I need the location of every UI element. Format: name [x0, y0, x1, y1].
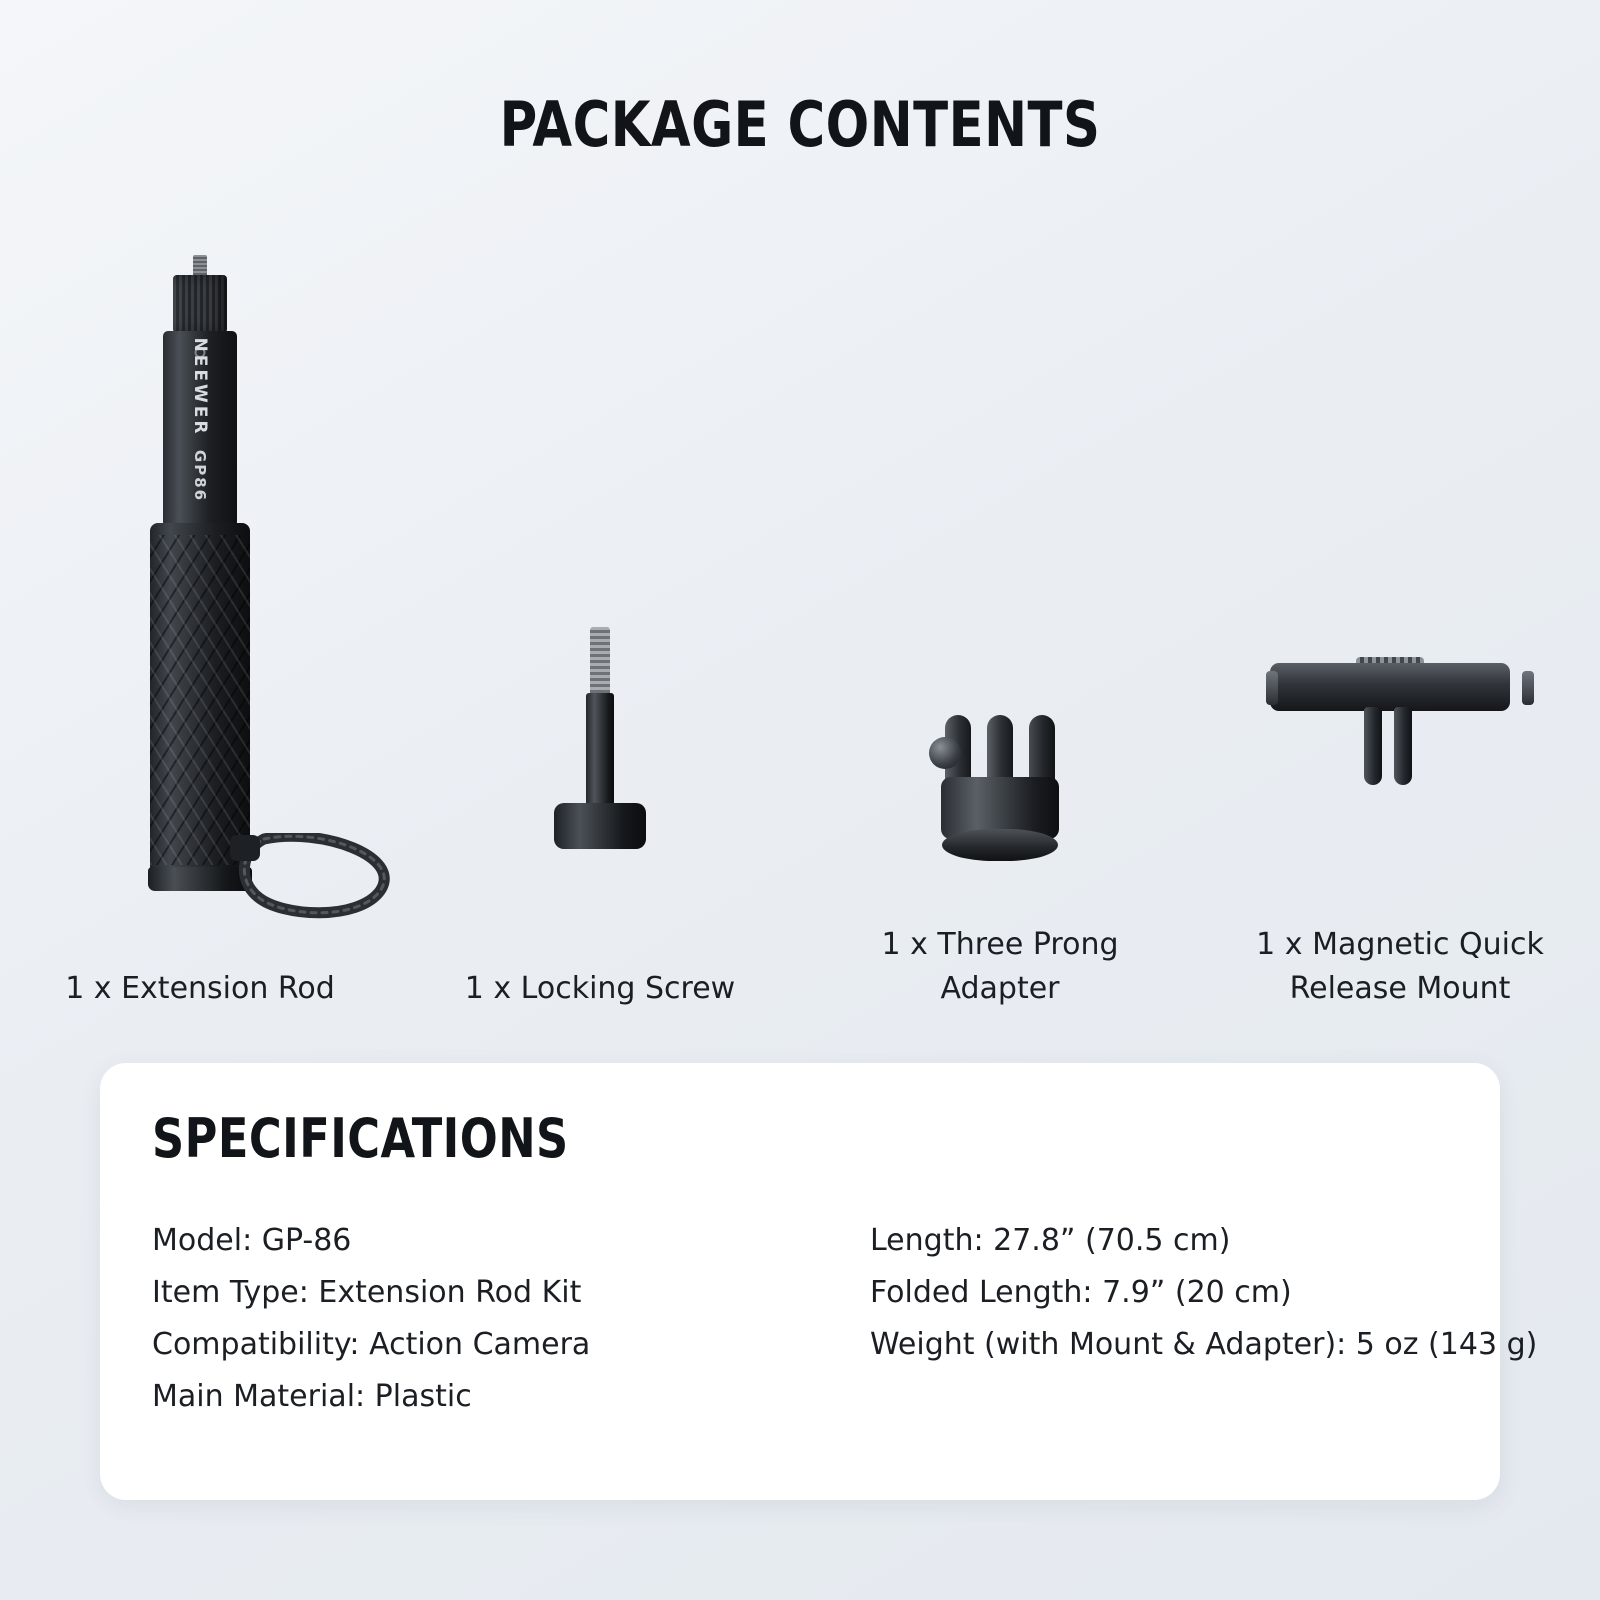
rod-thread-tip-icon [193, 255, 207, 277]
extension-rod-image [0, 245, 400, 945]
prong-thumbscrew-icon [929, 737, 961, 769]
specifications-right-column [802, 1215, 1538, 1423]
screw-shaft [586, 693, 614, 811]
rod-knurled-collar-icon [173, 275, 227, 333]
product-caption: 1 x Three Prong Adapter [881, 927, 1119, 1006]
mount-left-lip [1266, 671, 1278, 705]
spec-item: Length: 27.8” (70.5 cm) [870, 1223, 1231, 1258]
product-locking-screw [400, 180, 800, 1010]
product-extension-rod [0, 180, 400, 1010]
page-title: PACKAGE CONTENTS [499, 88, 1101, 161]
screw-thread-icon [590, 627, 610, 697]
spec-item: Compatibility: Action Camera [152, 1327, 591, 1362]
prong-base [942, 829, 1058, 861]
spec-item: Model: GP-86 [152, 1223, 352, 1258]
locking-screw-image [400, 245, 800, 945]
mount-leg [1364, 707, 1382, 785]
three-prong-adapter-image [800, 201, 1200, 901]
wrist-strap-icon [204, 833, 414, 923]
spec-item: Weight (with Mount & Adapter): 5 oz (143 g) [870, 1327, 1538, 1362]
spec-item: Main Material: Plastic [152, 1379, 472, 1414]
specifications-left-column [152, 1215, 802, 1423]
mount-plate [1270, 663, 1510, 711]
rod-brand-label: NEEWER [190, 337, 210, 436]
screw-head [554, 803, 646, 849]
mount-leg [1394, 707, 1412, 785]
product-magnetic-quick-release-mount [1200, 180, 1600, 1010]
spec-item: Item Type: Extension Rod Kit [152, 1275, 582, 1310]
product-caption: 1 x Locking Screw [464, 970, 736, 1006]
specifications-title: SPECIFICATIONS [152, 1107, 569, 1170]
specifications-card [100, 1063, 1538, 1500]
rod-grip [150, 523, 250, 879]
magnetic-mount-image [1200, 201, 1600, 901]
product-caption: 1 x Extension Rod [65, 970, 335, 1006]
product-caption: 1 x Magnetic Quick Release Mount [1256, 927, 1544, 1006]
specifications-columns [152, 1215, 1538, 1423]
spec-item: Folded Length: 7.9” (20 cm) [870, 1275, 1292, 1310]
product-three-prong-adapter [800, 180, 1200, 1010]
rod-model-label: GP86 [191, 449, 209, 502]
package-contents-row [0, 180, 1600, 1010]
mount-right-lip [1522, 671, 1534, 705]
